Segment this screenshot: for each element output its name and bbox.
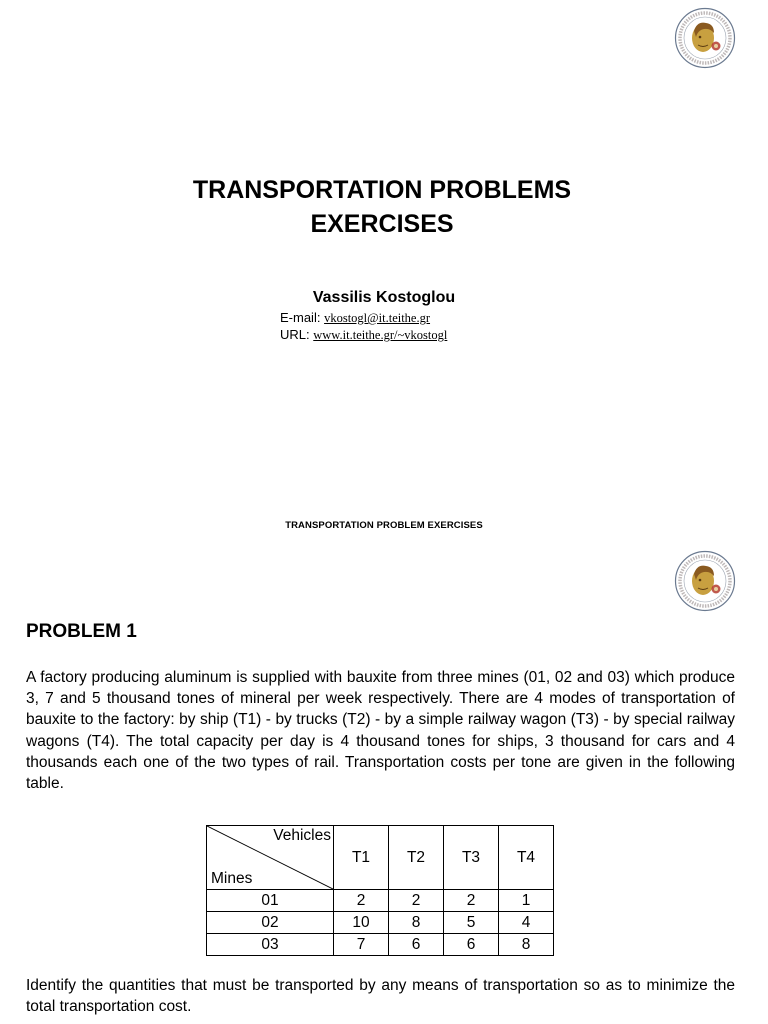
contact-email-line xyxy=(280,310,430,326)
table-cell: 6 xyxy=(444,934,499,956)
table-cell: 10 xyxy=(334,912,389,934)
problem-heading: PROBLEM 1 xyxy=(26,621,137,642)
table-row xyxy=(207,890,554,912)
url-link[interactable]: www.it.teithe.gr/~vkostogl xyxy=(313,328,448,342)
column-header: T2 xyxy=(389,826,444,890)
table-row xyxy=(207,934,554,956)
url-label: URL: xyxy=(280,327,310,342)
column-header: T1 xyxy=(334,826,389,890)
running-header: TRANSPORTATION PROBLEM EXERCISES xyxy=(285,520,483,531)
email-label: E-mail: xyxy=(280,310,321,325)
table-cell: 1 xyxy=(499,890,554,912)
university-seal-logo xyxy=(674,550,736,612)
column-header: T4 xyxy=(499,826,554,890)
transportation-cost-table xyxy=(206,825,554,956)
university-seal-logo xyxy=(674,7,736,69)
row-label: 03 xyxy=(207,934,334,956)
problem-intro-paragraph: A factory producing aluminum is supplied with bauxite from three mines (01, 02 and 03) which produce 3, 7 and 5 thousand tones of mineral per week respectively. There are 4 modes of transportation of bauxite to the factory: by ship (T1) - by trucks (T2) - by a simple railway wagon (T3) - by special railway wagons (T4). The total capacity per day is 4 thousand tones for ships, 3 thousand for cars and 4 thousands each one of the two types of rail. Transportation costs per tone are given in the following table. xyxy=(26,669,735,793)
contact-url-line xyxy=(280,327,447,343)
column-header: T3 xyxy=(444,826,499,890)
table-corner-cell xyxy=(207,826,334,890)
page-title-line-1: TRANSPORTATION PROBLEMS xyxy=(192,176,572,204)
problem-question-paragraph: Identify the quantities that must be transported by any means of transportation so as to minimize the total transportation cost. xyxy=(26,977,735,1016)
table-cell: 8 xyxy=(499,934,554,956)
row-label: 01 xyxy=(207,890,334,912)
table-cell: 2 xyxy=(389,890,444,912)
page-title-line-2: EXERCISES xyxy=(310,210,454,238)
table-cell: 5 xyxy=(444,912,499,934)
corner-label-vehicles: Vehicles xyxy=(273,827,331,844)
table-cell: 2 xyxy=(334,890,389,912)
table-cell: 6 xyxy=(389,934,444,956)
table-cell: 4 xyxy=(499,912,554,934)
table-cell: 2 xyxy=(444,890,499,912)
table-row xyxy=(207,912,554,934)
table-header-row xyxy=(207,826,554,890)
author-name: Vassilis Kostoglou xyxy=(312,289,456,306)
table-cell: 7 xyxy=(334,934,389,956)
email-link[interactable]: vkostogl@it.teithe.gr xyxy=(324,311,431,325)
table-cell: 8 xyxy=(389,912,444,934)
corner-label-mines: Mines xyxy=(211,870,253,887)
row-label: 02 xyxy=(207,912,334,934)
